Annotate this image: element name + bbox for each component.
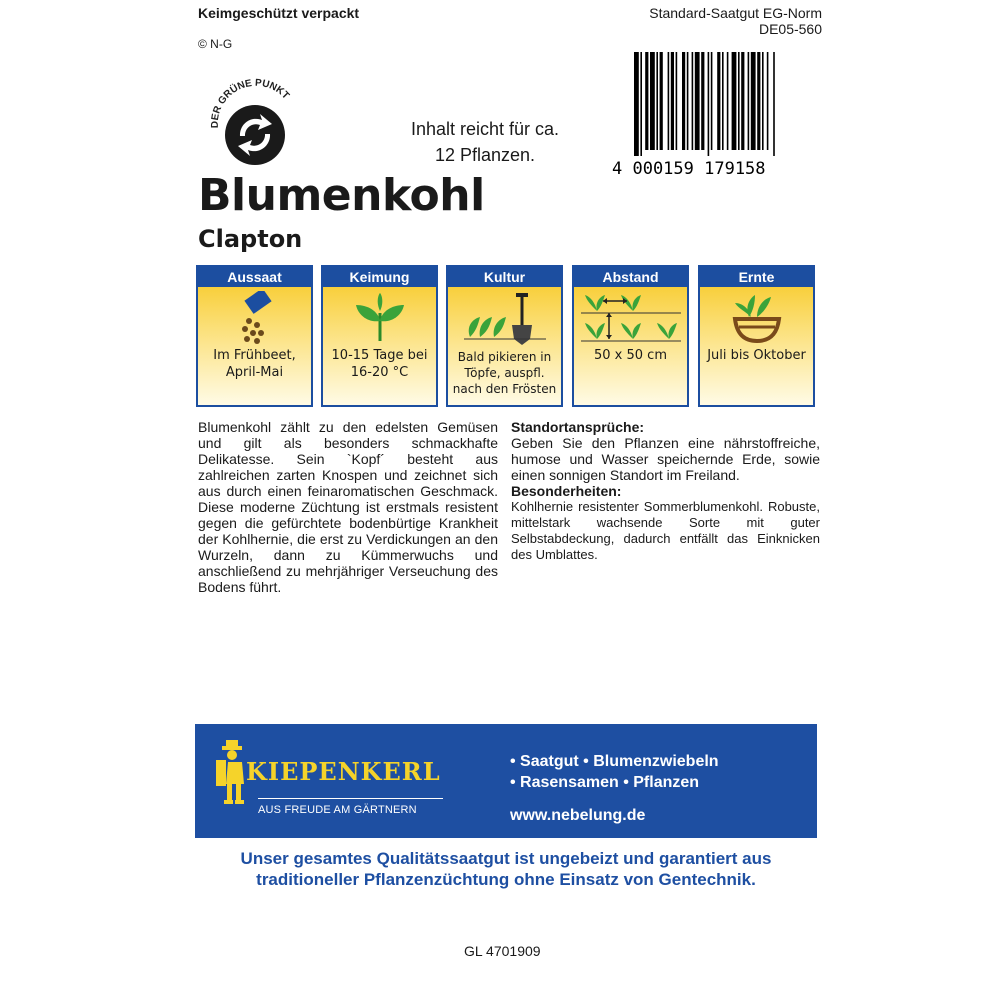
gmo-note-line-2: traditioneller Pflanzenzüchtung ohne Einsatz von Gentechnik. xyxy=(256,870,756,889)
germ-protected-note: Keimgeschützt verpackt xyxy=(198,5,360,21)
card-label: Ernte xyxy=(700,267,813,287)
standard-code: DE05-560 xyxy=(758,21,822,37)
standard-info xyxy=(649,5,822,37)
gruener-punkt-icon xyxy=(200,70,310,180)
card-keimung xyxy=(321,265,438,407)
gruener-punkt-text: DER GRÜNE PUNKT xyxy=(209,77,292,129)
barcode-number: 4 000159 179158 xyxy=(612,159,766,176)
content-line-2: 12 Pflanzen. xyxy=(434,145,536,165)
spacing-icon xyxy=(577,291,685,345)
barcode xyxy=(612,52,822,176)
gl-code: GL 4701909 xyxy=(464,943,541,959)
brand-website[interactable]: www.nebelung.de xyxy=(510,807,646,824)
card-label: Aussaat xyxy=(198,267,311,287)
gmo-free-note xyxy=(195,848,817,890)
card-text: Juli bis Oktober xyxy=(707,348,806,363)
content-line-1: Inhalt reicht für ca. xyxy=(410,119,560,139)
details xyxy=(511,419,820,563)
seed-packet-icon xyxy=(225,291,285,345)
card-ernte xyxy=(698,265,815,407)
brand-slogan: AUS FREUDE AM GÄRTNERN xyxy=(258,804,417,816)
brand-line-2: • Rasensamen • Pflanzen xyxy=(510,774,700,791)
card-kultur xyxy=(446,265,563,407)
gmo-note-line-1: Unser gesamtes Qualitätssaatgut ist ungebeizt und garantiert aus xyxy=(240,849,772,868)
shovel-plants-icon xyxy=(460,291,550,345)
standort-text: Geben Sie den Pflanzen eine nährstoffreiche, humose und Wasser speichernde Erde, sowie einen sonnigen Standort im Freiland. xyxy=(511,435,820,483)
brand-line-1: • Saatgut • Blumenzwiebeln xyxy=(510,753,719,770)
description: Blumenkohl zählt zu den edelsten Gemüsen und gilt als besonders schmackhafte Delikatesse. Sein `Kopf´ besteht aus zahlreichen zarten Knospen und zeichnet sich aus durch einen feinaromatischen Geschmack. Diese moderne Züchtung ist erstmals resistent gegen die gefürchtete bodenbürtige Krankheit der Kohlhernie, die erst zu Verdickungen an den Wurzeln, dann zu Kümmerwuchs und anschließend zu mehrjähriger Verseuchung des Bodens führt. xyxy=(198,419,498,595)
harvest-basket-icon xyxy=(727,291,787,345)
card-label: Keimung xyxy=(323,267,436,287)
sprout-icon xyxy=(350,291,410,345)
card-aussaat xyxy=(196,265,313,407)
product-name: Blumenkohl xyxy=(198,170,485,221)
card-label: Kultur xyxy=(448,267,561,287)
card-label: Abstand xyxy=(574,267,687,287)
product-variety: Clapton xyxy=(198,225,303,253)
card-text: 50 x 50 cm xyxy=(594,348,667,363)
card-text: Im Frühbeet, April-Mai xyxy=(213,348,296,380)
brand-divider xyxy=(258,798,443,799)
content-note xyxy=(365,116,605,168)
standard-label: Standard-Saatgut EG-Norm xyxy=(649,5,822,21)
besonderheiten-text: Kohlhernie resistenter Sommerblumenkohl. Robuste, mittelstark wachsende Sorte mit guter Selbstabdeckung, dadurch entfällt das Einknicken des Umblattes. xyxy=(511,499,820,562)
card-text: 10-15 Tage bei 16-20 °C xyxy=(331,348,428,380)
card-abstand xyxy=(572,265,689,407)
besonderheiten-heading: Besonderheiten: xyxy=(511,483,622,499)
copyright: © N-G xyxy=(198,37,233,51)
card-text: Bald pikieren in Töpfe, auspfl. nach den Frösten xyxy=(452,350,557,396)
brand-logo-text: KIEPENKERL xyxy=(246,757,441,786)
standort-heading: Standortansprüche: xyxy=(511,419,645,435)
